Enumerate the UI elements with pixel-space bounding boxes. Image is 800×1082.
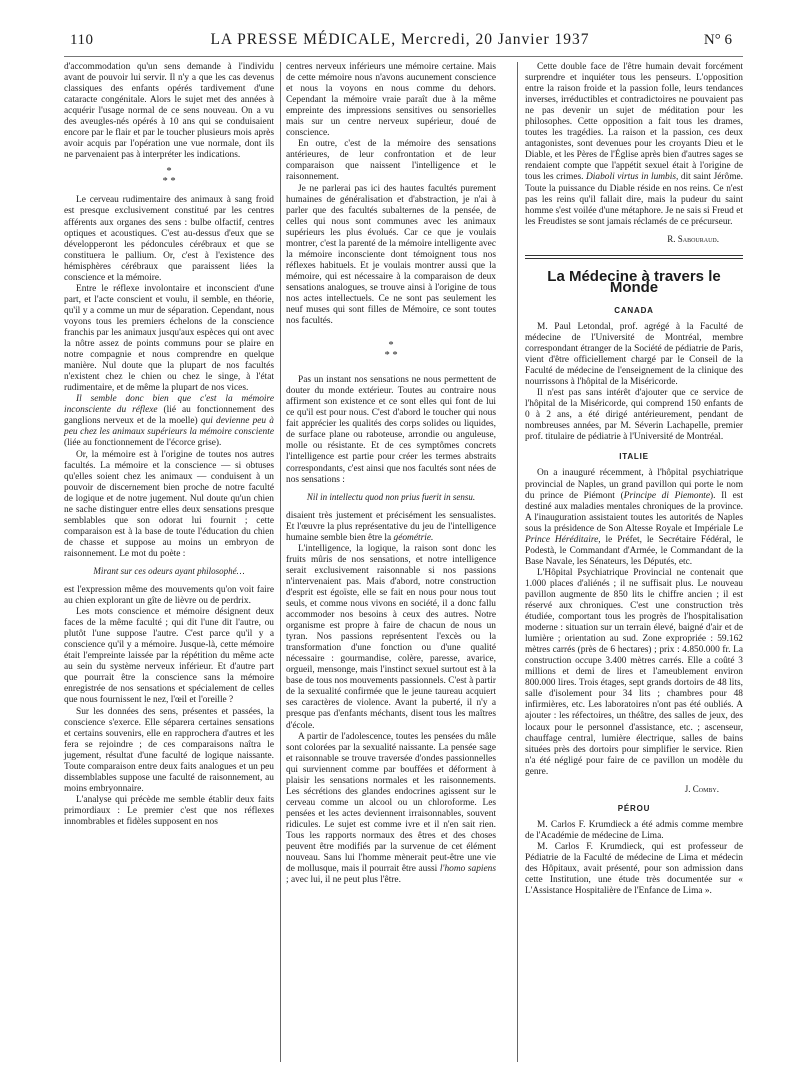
paragraph	[286, 511, 496, 544]
paragraph	[525, 62, 743, 228]
paragraph-text: disaient très justement et précisément les sensualistes. Et l'œuvre la plus représentative du jeu de l'intelligence humaine semble bien être la	[286, 510, 496, 543]
verse-quote: Mirant sur ces odeurs ayant philosophé…	[93, 565, 245, 576]
country-heading-perou: PÉROU	[617, 803, 651, 813]
paragraph: L'analyse qui précède me semble établir deux faits primordiaux : Le premier c'est que nos réflexes innombrables et fidèles supposent en nos	[64, 794, 274, 827]
country-heading-italie: ITALIE	[619, 452, 649, 462]
paragraph-text: Le cerveau rudimentaire des animaux à sang froid est presque exclusivement constitué par les centres afférents aux organes des sens : bulbe olfactif, centres optiques et acoustiques. C'est au-dessus d'eux que se développeront les pédoncules cérébraux et que se constituera le pallium. Or, c'est à l'existence des hémisphères cérébraux que paraissent liées la conscience et la mémoire.	[64, 195, 274, 283]
paragraph: Je ne parlerai pas ici des hautes facultés purement humaines de généralisation et d'abstraction, je n'ai à parler que des facultés subalternes de la pensée, de celles qui nous sont communes avec les animaux supérieurs les plus évolués. Car ce que je voulais montrer, c'est la parenté de la mémoire intelligente avec la mémoire inconsciente dont témoignent tous nos réflexes habituels. Et je voulais montrer aussi que la mémoire, qui est nécessaire à la comparaison de deux sensations analogues, se trouve ainsi à l'origine de tous nos actes intellectuels. Ce ne sont pas seulement les neuf muses qui sont filles de Mémoire, ce sont toutes nos facultés.	[286, 183, 496, 327]
paragraph: En outre, c'est de la mémoire des sensations antérieures, de leur confrontation et de leur comparaison que naissent l'intelligence et le raisonnement.	[286, 139, 496, 183]
paragraph: Les mots conscience et mémoire désignent deux faces de la même faculté ; qui dit l'une dit l'autre, ou plutôt l'une suppose l'autre. C'est parce qu'il y a conscience qu'il y a mémoire. Jusque-là, cette mémoire était l'empreinte laissée par la répétition du même acte au sein du système nerveux inférieur. Et d'autre part que pourrait être la conscience sans la mémoire enregistrée de nos sensations et spécialement de celles que nous fournissent le nez, l'œil et l'oreille ?	[64, 607, 274, 706]
paragraph	[525, 468, 743, 567]
emphasis: Il semble donc bien que c'est la mémoire inconsciente du réflexe	[64, 394, 274, 416]
article-column-1	[64, 62, 274, 828]
paragraph-text: A partir de l'adolescence, toutes les pensées du mâle sont colorées par la sexualité naissante. La pensée sage et raisonnable se trouve traversée d'ondes passionnelles qui surviennent comme par bouffées et déforment à plaisir les sensations normales et les raisonnements. Les sécrétions des glandes endocrines agissent sur le cerveau comme un alcool ou un chloroforme. Les pensées et les actes deviennent irraisonnables, souvent ridicules. Le sujet est comme ivre et il n'en sait rien. Tous les rapports normaux des êtres et des choses peuvent être modifiés par la survenue de cet élément nouveau. Sans lui l'homme mènerait peut-être une vie de mollusque, mais il pourrait être aussi	[286, 731, 496, 875]
article-column-3	[525, 62, 743, 897]
paragraph: centres nerveux inférieurs une mémoire certaine. Mais de cette mémoire nous n'avons aucunement conscience et nous la voyons en nous comme du dehors. Cependant la mémoire vraie paraît due à la même empreinte des impressions sensitives ou sensorielles mais sur un centre nerveux supérieur, doué de conscience.	[286, 62, 496, 139]
journal-running-title: LA PRESSE MÉDICALE, Mercredi, 20 Janvier 1937	[210, 31, 590, 48]
paragraph-text: ). Il est destiné aux maladies mentales chroniques de la province. A l'inauguration assistaient toutes les autorités de Naples sous la présidence de Son Altesse Royale et Impériale Le	[525, 490, 743, 534]
country-heading-canada: CANADA	[614, 305, 654, 315]
author-signature: J. Comby.	[684, 783, 719, 794]
emphasis: Diaboli virtus in lumbis,	[586, 172, 679, 183]
paragraph: L'Hôpital Psychiatrique Provincial ne contenait que 1.000 places d'aliénés ; il ne suffisait plus. Le nouveau pavillon augmente de 850 lits le chiffre ancien ; il est réservé aux chroniques. C'est une construction très étudiée, comportant tous les progrès de l'hospitalisation moderne : situation sur un terrain élevé, baigné d'air et de lumière ; orientation au sud. Zone expropriée : 59.162 mètres carrés (près de 6 hectares) ; prix : 4.850.000 fr. La construction occupe 3.400 mètres carrés. Elle a coûté 3 millions et demi de lires et l'ameublement environ 800.000 lires. Trois étages, sept grands dortoirs de 48 lits, salle d'isolement pour 34 lits ; chambres pour 48 infirmières, etc. Les laboratoires n'ont pas été oubliés. A ajouter : les réfectoires, un théâtre, des salles de jeux, des locaux pour le personnel d'assistance, etc. ; ascenseur, chauffage central, lumière électrique, salles de bains situées près des dortoirs pour simplifier le service. Rien n'a été négligé pour faire de ce pavillon un modèle du genre.	[525, 567, 743, 777]
paragraph	[64, 394, 274, 449]
paragraph: M. Carlos F. Krumdieck, qui est professeur de Pédiatrie de la Faculté de médecine de Lima et médecin des Hôpitaux, avait présenté, pour son admission dans cette Institution, une étude très documentée sur « L'Assistance Hospitalière de l'Enfance de Lima ».	[525, 841, 743, 897]
section-asterism: * * *	[162, 166, 176, 188]
paragraph: d'accommodation qu'un sens demande à l'individu avant de pouvoir lui servir. Il n'y a que les cas devenus classiques des enfants opérés tardivement d'une cataracte congénitale. Alors le sujet met des années à acquérir l'usage normal de ce sens nouveau. On a vu des aveugles-nés opérés à 10 ans qui se conduisaient encore par le flair et par le toucher plusieurs mois après avoir acquis par l'opération une vue normale, dont ils ne parvenaient pas à interpréter les indications.	[64, 62, 274, 161]
paragraph: Or, la mémoire est à l'origine de toutes nos autres facultés. La mémoire et la conscience — si obtuses qu'elles soient chez les animaux — conduisent à un pouvoir de discernement bien proche de notre faculté de logique et de notre jugement. Nul doute qu'un chien ne sache distinguer entre elles deux sensations presque semblables que son odorat lui fournit ; cette comparaison est à la base de toute l'éducation du chien de chasse et suppose au moins un embryon de raisonnement. Le mot du poète :	[64, 449, 274, 559]
emphasis: Prince Héréditaire	[525, 534, 599, 545]
latin-quote: Nil in intellectu quod non prius fuerit in sensu.	[306, 491, 476, 502]
author-signature: R. Sabouraud.	[667, 233, 719, 244]
paragraph	[64, 195, 274, 283]
paragraph: Pas un instant nos sensations ne nous permettent de douter du monde extérieur. Toutes au contraire nous affirment son existence et ce sont elles qui font de lui ce qu'il est pour nous. C'est d'abord le toucher qui nous fait apprécier les qualités des corps solides ou liquides, de surface plane ou raboteuse, arrondie ou anguleuse, molle ou résistante. Et de ces symptômes concrets l'intelligence est partie pour créer les termes abstraits correspondants, c'est ainsi que nos facultés sont nées de nos sensations :	[286, 375, 496, 485]
paragraph: M. Paul Letondal, prof. agrégé à la Faculté de médecine de l'Université de Montréal, membre correspondant étranger de la Société de pédiatrie de Paris, vient d'être officiellement chargé par le Conseil de la Faculté de médecine de l'enseignement de la clinique des nourrissons à l'hôpital de la Miséricorde.	[525, 321, 743, 388]
header-rule	[64, 56, 743, 57]
paragraph	[286, 732, 496, 887]
paragraph-text: Cette double face de l'être humain devait forcément surprendre et inquiéter tous les penseurs. L'opposition entre la raison froide et la passion folle, leurs tendances inverses, irréductibles et contradictoires ne pouvaient pas ne pas devenir un sujet de méditation pour les philosophes. Cette opposition a fait tous les drames, toutes les tragédies. La raison et la passion, ces deux antagonistes, sont devenues pour les croyants Dieu et le Diable, et les Pères de l'Église après bien d'autres sages se rendaient compte que l'appétit sexuel était à l'origine de tous les crimes.	[525, 62, 743, 183]
paragraph: L'intelligence, la logique, la raison sont donc les fruits mûris de nos sensations, et notre intelligence serait exclusivement raisonnable si nos passions n'intervenaient pas. Mais d'abord, notre construction d'esprit est égoïste, elle se fait en nous pour nous tout seuls, et comme nous vivons en société, il a donc fallu accommoder nos besoins à ceux des autres. Notre organisme est propre à faire de chacun de nous un tyran. Nos passions représentent l'excès ou la transformation d'une fonction ou d'une qualité nécessaire : gourmandise, colère, paresse, avarice, orgueil, mensonge, mais l'instinct sexuel surtout est à la base de tous nos mouvements passionnels. C'est à partir de la sexualité confirmée que le jeune taureau acquiert ses caractères de violence. Avant la puberté, il n'y a presque pas d'enfants méchants, disent tous les maîtres d'école.	[286, 543, 496, 731]
paragraph-text: , le Préfet, le Secrétaire Fédéral, le Podestà, le Commandant d'Armée, le Commandant de la Base Navale, les Sénateurs, les Députés, etc.	[525, 534, 743, 567]
emphasis: Principe di Piemonte	[623, 490, 711, 501]
section-divider	[525, 255, 743, 259]
column-divider	[517, 62, 518, 1062]
paragraph: Sur les données des sens, présentes et passées, la conscience s'exerce. Elle séparera certaines sensations et certains souvenirs, elle en rapprochera d'autres et les fera se rejoindre ; de ces comparaisons naîtra le jugement, résultat d'une faculté de logique naissante. Toute comparaison entre deux faits analogues et un peu dissemblables suppose une faculté de raisonnement, au moins embryonnaire.	[64, 706, 274, 794]
paragraph-text: ; avec lui, il ne peut plus l'être.	[286, 875, 401, 886]
paragraph: est l'expression même des mouvements qu'on voit faire au chien explorant un gîte de lièvre ou de perdrix.	[64, 585, 274, 607]
paragraph: Entre le réflexe involontaire et inconscient d'une part, et l'acte conscient et voulu, il semble, en théorie, qu'il y a comme un mur de séparation. Cependant, nous voyons tous les premiers échelons de la conscience franchis par les animaux jusqu'aux espèces qui ont avec la nôtre assez de points communs pour se plaire en notre compagnie et nous comprendre en quelque manière. Nul doute que la plupart de nos facultés n'existent chez le chien ou chez le singe, à l'état rudimentaire, et de même la plupart de nos vices.	[64, 283, 274, 394]
paragraph: M. Carlos F. Krumdieck a été admis comme membre de l'Académie de médecine de Lima.	[525, 819, 743, 841]
paragraph-text: (liée au fonctionnement de l'écorce grise).	[64, 438, 222, 449]
article-column-2	[286, 62, 496, 886]
emphasis: géométrie.	[393, 532, 434, 543]
section-asterism: * * *	[384, 340, 398, 362]
paragraph: Il n'est pas sans intérêt d'ajouter que ce service de l'hôpital de la Miséricorde, qui comprend 150 enfants de 0 à 2 ans, a été dirigé antérieurement, pendant de nombreuses années, par M. Séverin Lachapelle, premier prof. titulaire de pédiatrie à l'Université de Montréal.	[525, 388, 743, 443]
section-title: La Médecine à travers le Monde	[547, 267, 721, 296]
paragraph-text: (lié au fonctionnement des ganglions nerveux et de la moelle)	[64, 405, 274, 427]
column-divider	[280, 62, 281, 1062]
paragraph-text: On a inauguré récemment, à l'hôpital psychiatrique provincial de Naples, un grand pavillon qui porte le nom du prince de Piémont (	[525, 468, 743, 501]
emphasis: l'homo sapiens	[439, 864, 496, 875]
emphasis: qui devienne peu à peu chez les animaux supérieurs la mémoire consciente	[64, 416, 274, 438]
paragraph-text: dit saint Jérôme. Toute la puissance du Diable réside en nos reins. Ce n'est pas les reins qu'il fallait dire, mais la pudeur du saint homme s'est voilée d'une métaphore. Je ne sais si Freud et les Freudistes se sont jamais réclamés de ce précurseur.	[525, 172, 743, 227]
page-number: 110	[70, 32, 94, 48]
issue-number: N° 6	[703, 32, 732, 48]
